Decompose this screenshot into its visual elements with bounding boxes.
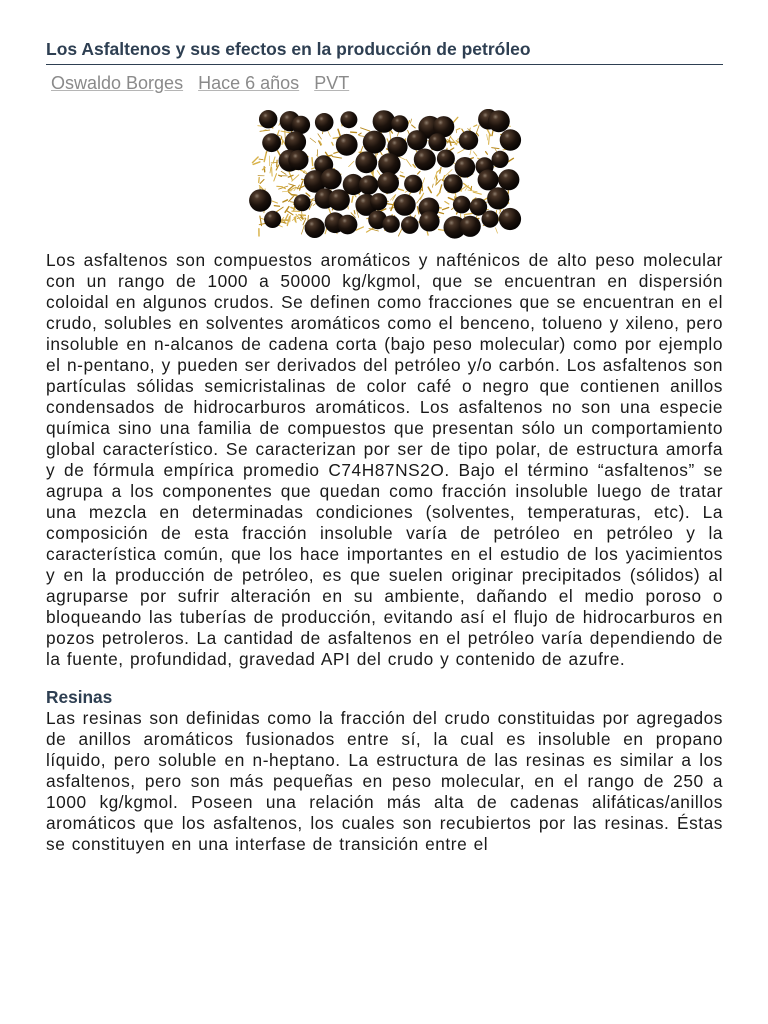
asphaltene-sphere <box>249 189 271 211</box>
resin-strand <box>253 162 260 165</box>
asphaltene-sphere <box>459 216 480 237</box>
asphaltene-sphere <box>419 211 439 231</box>
asphaltene-sphere <box>491 151 508 168</box>
resin-strand <box>437 192 440 196</box>
resin-strand <box>380 152 382 155</box>
resin-strand <box>469 150 470 155</box>
resin-strand <box>298 215 305 216</box>
time-link[interactable]: Hace 6 años <box>198 73 300 93</box>
resin-strand <box>348 161 353 166</box>
resin-strand <box>275 207 283 212</box>
resin-strand <box>400 172 403 173</box>
resin-strand <box>289 215 290 222</box>
resin-strand <box>488 135 489 145</box>
asphaltene-sphere <box>314 113 333 132</box>
resin-strand <box>282 191 292 192</box>
resin-strand <box>274 206 279 207</box>
asphaltene-sphere <box>393 194 415 216</box>
resin-strand <box>281 171 286 174</box>
article-title: Los Asfaltenos y sus efectos en la producción de petróleo <box>46 0 723 65</box>
asphaltene-sphere <box>404 175 422 193</box>
resin-strand <box>252 157 258 163</box>
resin-strand <box>389 208 394 209</box>
resin-strand <box>282 140 283 144</box>
paragraph-resinas: Las resinas son definidas como la fracción del crudo constituidas por agregados de anillos aromáticos fusionados entre sí, la cual es insoluble en propano líquido, pero soluble en n-heptano. La estructura de las resinas es similar a los asfaltenos, pero son más pequeñas en peso molecular, en el rango de 250 a 1000 kg/kgmol. Poseen una relación más alta de cadenas alifáticas/anillos aromáticos que los asfaltenos, los cuales son recubiertos por las resinas. Éstas se constituyen en una interfase de transición entre el <box>46 708 723 855</box>
resin-strand <box>485 152 487 155</box>
resin-strand <box>287 217 289 226</box>
resin-strand <box>495 228 497 233</box>
resin-strand <box>359 136 364 137</box>
resin-strand <box>464 213 472 214</box>
asphaltene-sphere <box>370 193 387 210</box>
asphaltene-sphere <box>454 157 475 178</box>
resin-strand <box>317 134 321 139</box>
resin-strand <box>486 129 490 136</box>
asphaltene-sphere <box>458 131 477 150</box>
asphaltene-sphere <box>337 215 357 235</box>
resin-strand <box>432 184 433 187</box>
resin-strand <box>310 138 316 142</box>
resin-strand <box>354 211 355 214</box>
resin-strand <box>260 180 264 184</box>
resin-strand <box>476 133 478 136</box>
asphaltene-sphere <box>264 211 281 228</box>
resin-strand <box>456 130 457 133</box>
resin-strand <box>356 227 363 230</box>
resin-strand <box>417 171 419 174</box>
resin-strand <box>282 200 287 202</box>
resin-strand <box>486 134 487 140</box>
resin-strand <box>406 160 411 167</box>
resin-strand <box>400 176 404 177</box>
asphaltene-sphere <box>498 169 519 190</box>
resin-strand <box>439 185 441 192</box>
asphaltene-sphere <box>407 130 427 150</box>
resin-strand <box>419 190 420 194</box>
asphaltene-sphere <box>481 211 498 228</box>
resin-strand <box>491 148 498 149</box>
resin-strand <box>288 192 292 195</box>
asphaltene-sphere <box>259 110 277 128</box>
resin-strand <box>284 214 288 222</box>
asphaltene-sphere <box>499 129 520 150</box>
asphaltene-sphere <box>428 133 446 151</box>
resin-strand <box>264 152 266 162</box>
resin-strand <box>467 190 476 192</box>
resin-strand <box>444 202 448 205</box>
resin-strand <box>277 151 280 156</box>
resin-strand <box>281 131 290 133</box>
article-meta <box>46 71 723 95</box>
asphaltene-sphere <box>443 174 462 193</box>
resin-strand <box>299 182 302 191</box>
resin-strand <box>350 132 356 133</box>
resin-strand <box>301 225 304 234</box>
resin-strand <box>420 193 423 199</box>
resin-strand <box>377 171 380 176</box>
resin-strand <box>259 159 263 160</box>
resin-strand <box>398 228 402 236</box>
resin-strand <box>310 199 312 203</box>
resin-strand <box>277 130 279 134</box>
asphaltene-sphere <box>452 196 470 214</box>
resin-strand <box>273 174 276 181</box>
asphaltene-sphere <box>328 189 350 211</box>
author-link[interactable]: Oswaldo Borges <box>51 73 184 93</box>
resin-strand <box>457 128 460 129</box>
asphaltene-sphere <box>320 168 341 189</box>
asphaltene-sphere <box>335 134 357 156</box>
resin-strand <box>455 194 456 198</box>
resin-strand <box>312 158 313 166</box>
resin-strand <box>428 187 431 192</box>
resin-strand <box>272 201 277 203</box>
resin-strand <box>473 192 481 194</box>
paragraph-asfaltenos: Los asfaltenos son compuestos aromáticos y nafténicos de alto peso molecular con un rango de 1000 a 50000 kg/kgmol, que se encuentran en dispersión coloidal en algunos crudos. Se definen como fracciones que se encuentran en el crudo, solubles en solventes aromáticos como el benceno, tolueno y xileno, pero insoluble en n-alcanos de cadena corta (bajo peso molecular) como por ejemplo el n-pentano, y pueden ser derivados del petróleo y/o carbón. Los asfaltenos son partículas sólidas semicristalinas de color café o negro que contienen anillos condensados de hidrocarburos aromáticos. Los asfaltenos no son una especie química sino una familia de compuestos que presentan sólo un comportamiento global característico. Se caracterizan por ser de tipo polar, de estructura amorfa y de fórmula empírica promedio C74H87NS2O. Bajo el término “asfaltenos” se agrupa a los componentes que quedan como fracción insoluble luego de tratar una mezcla en determinadas condiciones (solventes, temperaturas, etc). La composición de esta fracción insoluble varía de petróleo en petróleo y la característica común, que los hace importantes en el estudio de los yacimientos y en la producción de petróleo, es que suelen originar precipitados (sólidos) al agruparse por sufrir alteración en su ambiente, dañando el medio poroso o bloqueando las tuberías de producción, evitando así el flujo de hidrocarburos en pozos petroleros. La cantidad de asfaltenos en el petróleo varía dependiendo de la fuente, profundidad, gravedad API del crudo y contenido de azufre. <box>46 250 723 669</box>
resin-strand <box>397 132 398 136</box>
resin-strand <box>360 128 369 131</box>
resin-strand <box>439 212 444 213</box>
resin-strand <box>413 165 415 168</box>
resin-strand <box>410 119 411 123</box>
asphaltene-sphere <box>382 215 399 232</box>
resin-strand <box>271 168 272 177</box>
resin-strand <box>338 129 341 136</box>
resin-strand <box>457 149 464 153</box>
category-link[interactable]: PVT <box>314 73 350 93</box>
asphaltene-particles-illustration <box>246 109 524 245</box>
asphaltene-sphere <box>477 169 498 190</box>
asphaltene-sphere <box>487 187 509 209</box>
asphaltene-sphere <box>377 172 399 194</box>
resin-strand <box>398 189 403 191</box>
asphaltene-sphere <box>391 115 408 132</box>
resin-strand <box>300 170 304 172</box>
asphaltene-sphere <box>436 150 454 168</box>
asphaltene-sphere <box>362 131 385 154</box>
asphaltene-sphere <box>355 151 377 173</box>
section-heading-resinas: Resinas <box>46 687 113 708</box>
resin-strand <box>331 142 332 145</box>
resin-strand <box>442 208 448 210</box>
asphaltene-sphere <box>284 131 305 152</box>
resin-strand <box>258 178 259 183</box>
resin-strand <box>449 140 451 145</box>
asphaltene-sphere <box>288 150 308 170</box>
resin-strand <box>332 157 341 159</box>
asphaltene-sphere <box>340 111 357 128</box>
resin-strand <box>442 176 444 180</box>
asphaltene-sphere <box>401 216 419 234</box>
resin-strand <box>390 202 394 210</box>
asphaltene-sphere <box>262 133 281 152</box>
resin-strand <box>473 152 476 156</box>
resin-strand <box>411 125 415 128</box>
article <box>46 0 723 855</box>
resin-strand <box>288 175 293 177</box>
resin-strand <box>473 125 476 126</box>
resin-strand <box>389 131 390 141</box>
asphaltene-particles-svg <box>246 109 524 245</box>
resin-strand <box>358 133 361 135</box>
resin-strand <box>351 196 352 202</box>
asphaltene-sphere <box>413 149 435 171</box>
asphaltene-sphere <box>358 175 377 194</box>
resin-strand <box>470 186 471 190</box>
resin-strand <box>288 184 295 186</box>
resin-strand <box>333 137 339 138</box>
resin-strand <box>475 125 478 134</box>
asphaltene-sphere <box>498 208 520 230</box>
asphaltene-sphere <box>293 194 310 211</box>
asphaltene-sphere <box>304 218 324 238</box>
asphaltene-sphere <box>487 110 509 132</box>
